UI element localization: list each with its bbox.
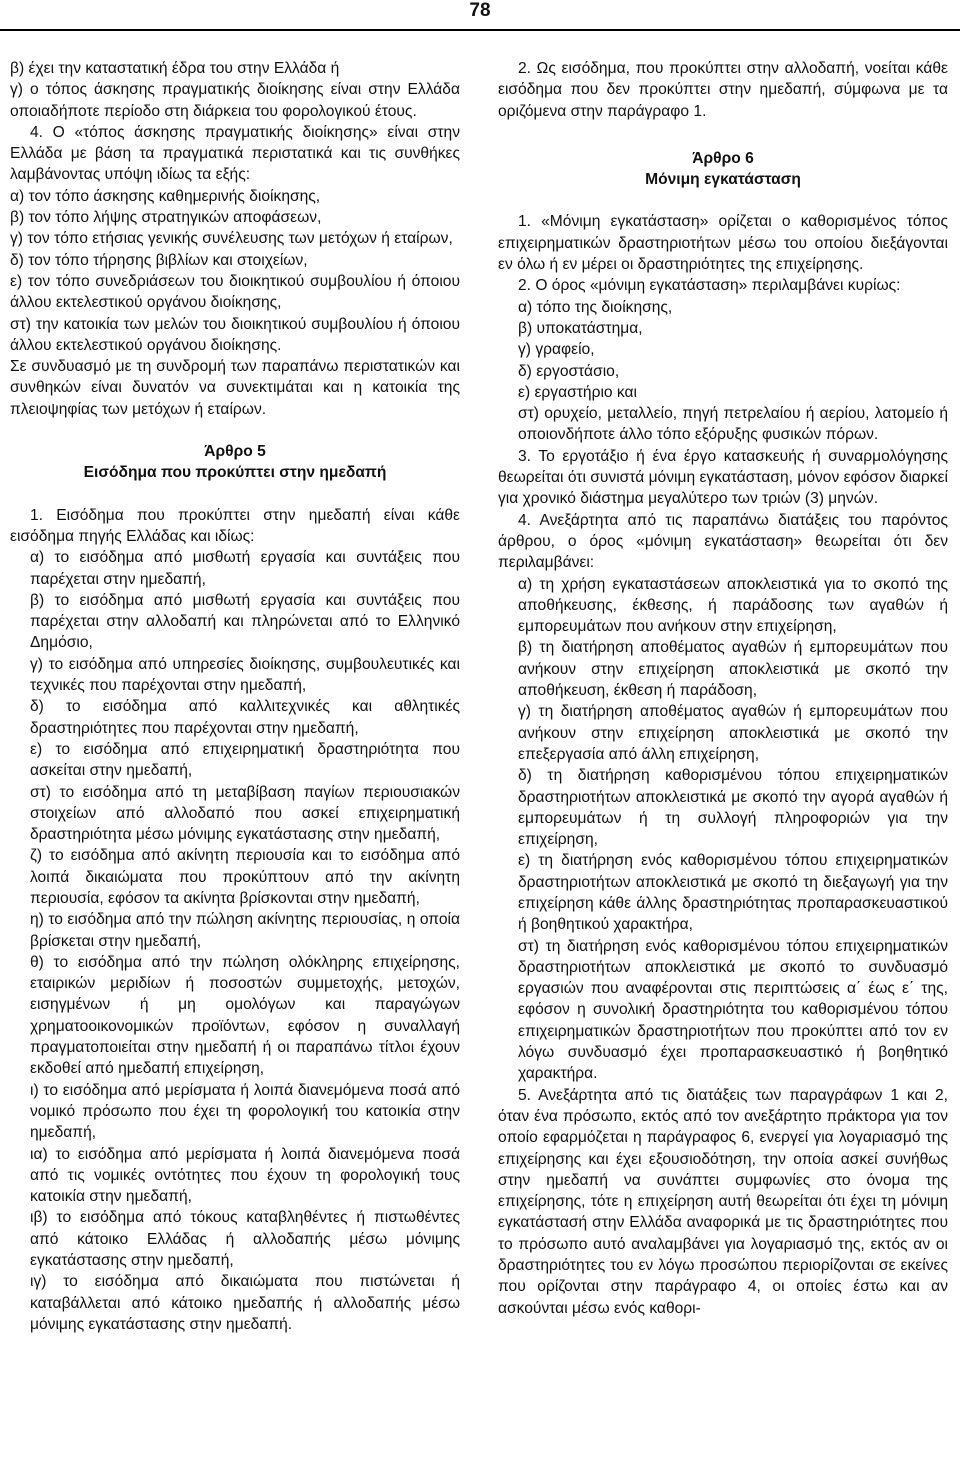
article-heading: Εισόδημα που προκύπτει στην ημεδαπή <box>83 464 387 482</box>
left-column <box>10 58 460 1335</box>
paragraph: α) τη χρήση εγκαταστάσεων αποκλειστικά για το σκοπό της αποθήκευσης, έκθεσης, ή παράδοσης των αγαθών ή εμπορευμάτων που ανήκουν στην επιχείρηση, <box>518 575 948 636</box>
paragraph: δ) εργοστάσιο, <box>518 362 620 380</box>
paragraph: δ) τον τόπο τήρησης βιβλίων και στοιχείων, <box>10 251 308 269</box>
article-heading: Άρθρο 6 <box>692 149 754 167</box>
paragraph: ια) το εισόδημα από μερίσματα ή λοιπά διανεμόμενα ποσά από τις νομικές οντότητες που έχουν τη φορολογική τους κατοικία στην ημεδαπή, <box>30 1145 460 1206</box>
paragraph: ζ) το εισόδημα από ακίνητη περιουσία και το εισόδημα από λοιπά δικαιώματα που προκύπτουν από την ακίνητη περιουσία, εφόσον τα ακίνητα βρίσκονται στην ημεδαπή, <box>30 847 460 907</box>
paragraph: ε) τη διατήρηση ενός καθορισμένου τόπου επιχειρηματικών δραστηριοτήτων αποκλειστικά με σκοπό τη διεξαγωγή για την επιχείρηση κάθε άλλης δραστηριότητας προπαρασκευαστικού ή βοηθητικού χαρακτήρα, <box>518 852 948 934</box>
paragraph: 1. «Μόνιμη εγκατάσταση» ορίζεται ο καθορισμένος τόπος επιχειρηματικών δραστηριοτήτων μέσω του οποίου διεξάγονται εν όλω ή εν μέρει οι δραστηριότητες της επιχείρησης. <box>498 213 948 274</box>
paragraph: ιβ) το εισόδημα από τόκους καταβληθέντες ή πιστωθέντες από κάτοικο Ελλάδας ή αλλοδαπής μέσω μόνιμης εγκατάστασης στην ημεδαπή, <box>30 1209 460 1270</box>
article-heading: Άρθρο 5 <box>204 443 266 461</box>
paragraph: γ) ο τόπος άσκησης πραγματικής διοίκησης είναι στην Ελλάδα οποιαδήποτε περίοδο στη διάρκεια του φορολογικού έτους. <box>10 81 460 120</box>
paragraph: θ) το εισόδημα από την πώληση ολόκληρης επιχείρησης, εταιρικών μεριδίων ή ποσοστών συμμετοχής, μετοχών, εισηγμένων ή μη ομολόγων και παραγώγων χρηματοοικονομικών προϊόντων, εφόσον η συναλλαγή πραγματοποιείται στην ημεδαπή ή οι παραπάνω τίτλοι έχουν εκδοθεί από ημεδαπή επιχείρηση, <box>30 953 460 1078</box>
paragraph: β) το εισόδημα από μισθωτή εργασία και συντάξεις που παρέχεται στην αλλοδαπή και πληρώνεται από το Ελληνικό Δημόσιο, <box>30 591 460 652</box>
paragraph: 4. Ο «τόπος άσκησης πραγματικής διοίκησης» είναι στην Ελλάδα με βάση τα πραγματικά περιστατικά και τις συνθήκες λαμβάνοντας υπόψη ιδίως τα εξής: <box>10 123 460 184</box>
article-heading: Μόνιμη εγκατάσταση <box>645 171 801 189</box>
spacer <box>498 190 948 211</box>
page-number: 78 <box>469 0 491 21</box>
paragraph: β) τη διατήρηση αποθέματος αγαθών ή εμπορευμάτων που ανήκουν στην επιχείρηση αποκλειστικά με σκοπό την αποθήκευση, έκθεση ή παράδοση, <box>518 639 948 700</box>
spacer <box>498 122 948 148</box>
paragraph: α) το εισόδημα από μισθωτή εργασία και συντάξεις που παρέχεται στην ημεδαπή, <box>30 549 460 588</box>
paragraph: 4. Ανεξάρτητα από τις παραπάνω διατάξεις του παρόντος άρθρου, ο όρος «μόνιμη εγκατάσταση» θεωρείται ότι δεν περιλαμβάνει: <box>498 511 948 572</box>
paragraph: στ) ορυχείο, μεταλλείο, πηγή πετρελαίου ή αερίου, λατομείο ή οποιονδήποτε άλλο τόπο εξόρυξης φυσικών πόρων. <box>518 405 948 444</box>
paragraph: ι) το εισόδημα από μερίσματα ή λοιπά διανεμόμενα ποσά από νομικό πρόσωπο που έχει τη φορολογική του κατοικία στην ημεδαπή, <box>30 1081 460 1142</box>
spacer <box>10 484 460 505</box>
paragraph: γ) τον τόπο ετήσιας γενικής συνέλευσης των μετόχων ή εταίρων, <box>10 230 453 248</box>
paragraph: γ) το εισόδημα από υπηρεσίες διοίκησης, συμβουλευτικές και τεχνικές που παρέχονται στην ημεδαπή, <box>30 655 460 695</box>
paragraph: β) έχει την καταστατική έδρα του στην Ελλάδα ή <box>10 60 340 77</box>
paragraph: 5. Ανεξάρτητα από τις διατάξεις των παραγράφων 1 και 2, όταν ένα πρόσωπο, εκτός από τον ανεξάρτητο πράκτορα για τον οποίο εφαρμόζεται η παράγραφος 6, ενεργεί για λογαριασμό της επιχείρησης και έχει εξουσιοδότηση, την οποία ασκεί συνήθως στην ημεδαπή να συνάπτει συμφωνίες στο όνομα της επιχείρησης, τότε η επιχείρηση αυτή θεωρείται ότι έχει τη μόνιμη εγκατάστασή στην Ελλάδα αναφορικά με τις δραστηριότητες που το πρόσωπο αυτό αναλαμβάνει για λογαριασμό της, εκτός αν οι δραστηριότητες του εν λόγω προσώπου περιορίζονται σε εκείνες που ορίζονται στην παράγραφο 4, οι οποίες έστω και αν ασκούνται μέσω ενός καθορι- <box>498 1086 948 1317</box>
paragraph: δ) τη διατήρηση καθορισμένου τόπου επιχειρηματικών δραστηριοτήτων αποκλειστικά με σκοπό την αγορά αγαθών ή εμπορευμάτων ή τη συλλογή πληροφοριών για την επιχείρηση, <box>518 767 948 849</box>
spacer <box>10 420 460 441</box>
header-rule <box>0 29 960 31</box>
paragraph: στ) τη διατήρηση ενός καθορισμένου τόπου επιχειρηματικών δραστηριοτήτων αποκλειστικά με σκοπό το συνδυασμό εργασιών που αναφέρονται στις περιπτώσεις α΄ έως ε΄ της, εφόσον η συνολική δραστηριότητα του καθορισμένου τόπου επιχειρηματικών δραστηριοτήτων που προκύπτει από τον εν λόγω συνδυασμό έχει προπαρασκευαστικό ή βοηθητικό χαρακτήρα. <box>518 937 948 1083</box>
paragraph: ε) τον τόπο συνεδριάσεων του διοικητικού συμβουλίου ή όποιου άλλου εκτελεστικού οργάνου διοίκησης, <box>10 272 460 312</box>
paragraph: ε) το εισόδημα από επιχειρηματική δραστηριότητα που ασκείται στην ημεδαπή, <box>30 740 460 780</box>
paragraph: 2. Ο όρος «μόνιμη εγκατάσταση» περιλαμβάνει κυρίως: <box>518 277 901 295</box>
paragraph: γ) τη διατήρηση αποθέματος αγαθών ή εμπορευμάτων που ανήκουν στην επιχείρηση αποκλειστικά με σκοπό την επεξεργασία από άλλη επιχείρηση, <box>518 703 948 763</box>
right-column <box>498 58 948 1319</box>
paragraph: β) υποκατάστημα, <box>518 319 643 337</box>
paragraph: στ) το εισόδημα από τη μεταβίβαση παγίων περιουσιακών στοιχείων από αλλοδαπό που ασκεί επιχειρηματική δραστηριότητα μέσω μόνιμης εγκατάστασης στην ημεδαπή, <box>30 783 460 844</box>
paragraph: δ) το εισόδημα από καλλιτεχνικές και αθλητικές δραστηριότητες που παρέχονται στην ημεδαπή, <box>30 698 460 737</box>
paragraph: γ) γραφείο, <box>518 341 595 359</box>
paragraph: η) το εισόδημα από την πώληση ακίνητης περιουσίας, η οποία βρίσκεται στην ημεδαπή, <box>30 911 460 950</box>
paragraph: 1. Εισόδημα που προκύπτει στην ημεδαπή είναι κάθε εισόδημα πηγής Ελλάδας και ιδίως: <box>10 506 460 545</box>
paragraph: στ) την κατοικία των μελών του διοικητικού συμβουλίου ή όποιου άλλου εκτελεστικού οργάνου διοίκησης. <box>10 315 460 354</box>
paragraph: 2. Ως εισόδημα, που προκύπτει στην αλλοδαπή, νοείται κάθε εισόδημα που δεν προκύπτει στην ημεδαπή, σύμφωνα με τα οριζόμενα στην παράγραφο 1. <box>498 60 948 120</box>
paragraph: ιγ) το εισόδημα από δικαιώματα που πιστώνεται ή καταβάλλεται από κάτοικο ημεδαπής ή αλλοδαπής μέσω μόνιμης εγκατάστασης στην ημεδαπή. <box>30 1273 460 1333</box>
paragraph: β) τον τόπο λήψης στρατηγικών αποφάσεων, <box>10 209 322 227</box>
paragraph: Σε συνδυασμό με τη συνδρομή των παραπάνω περιστατικών και συνθηκών είναι δυνατόν να συνεκτιμάται και η κατοικία της πλειοψηφίας των μετόχων ή εταίρων. <box>10 358 460 418</box>
paragraph: α) τόπο της διοίκησης, <box>518 298 673 316</box>
paragraph: ε) εργαστήριο και <box>518 383 637 401</box>
paragraph: α) τον τόπο άσκησης καθημερινής διοίκησης, <box>10 187 321 205</box>
paragraph: 3. Το εργοτάξιο ή ένα έργο κατασκευής ή συναρμολόγησης θεωρείται ότι συνιστά μόνιμη εγκατάσταση, μόνον εφόσον διαρκεί για χρονικό διάστημα μεγαλύτερο των τριών (3) μηνών. <box>498 447 949 508</box>
